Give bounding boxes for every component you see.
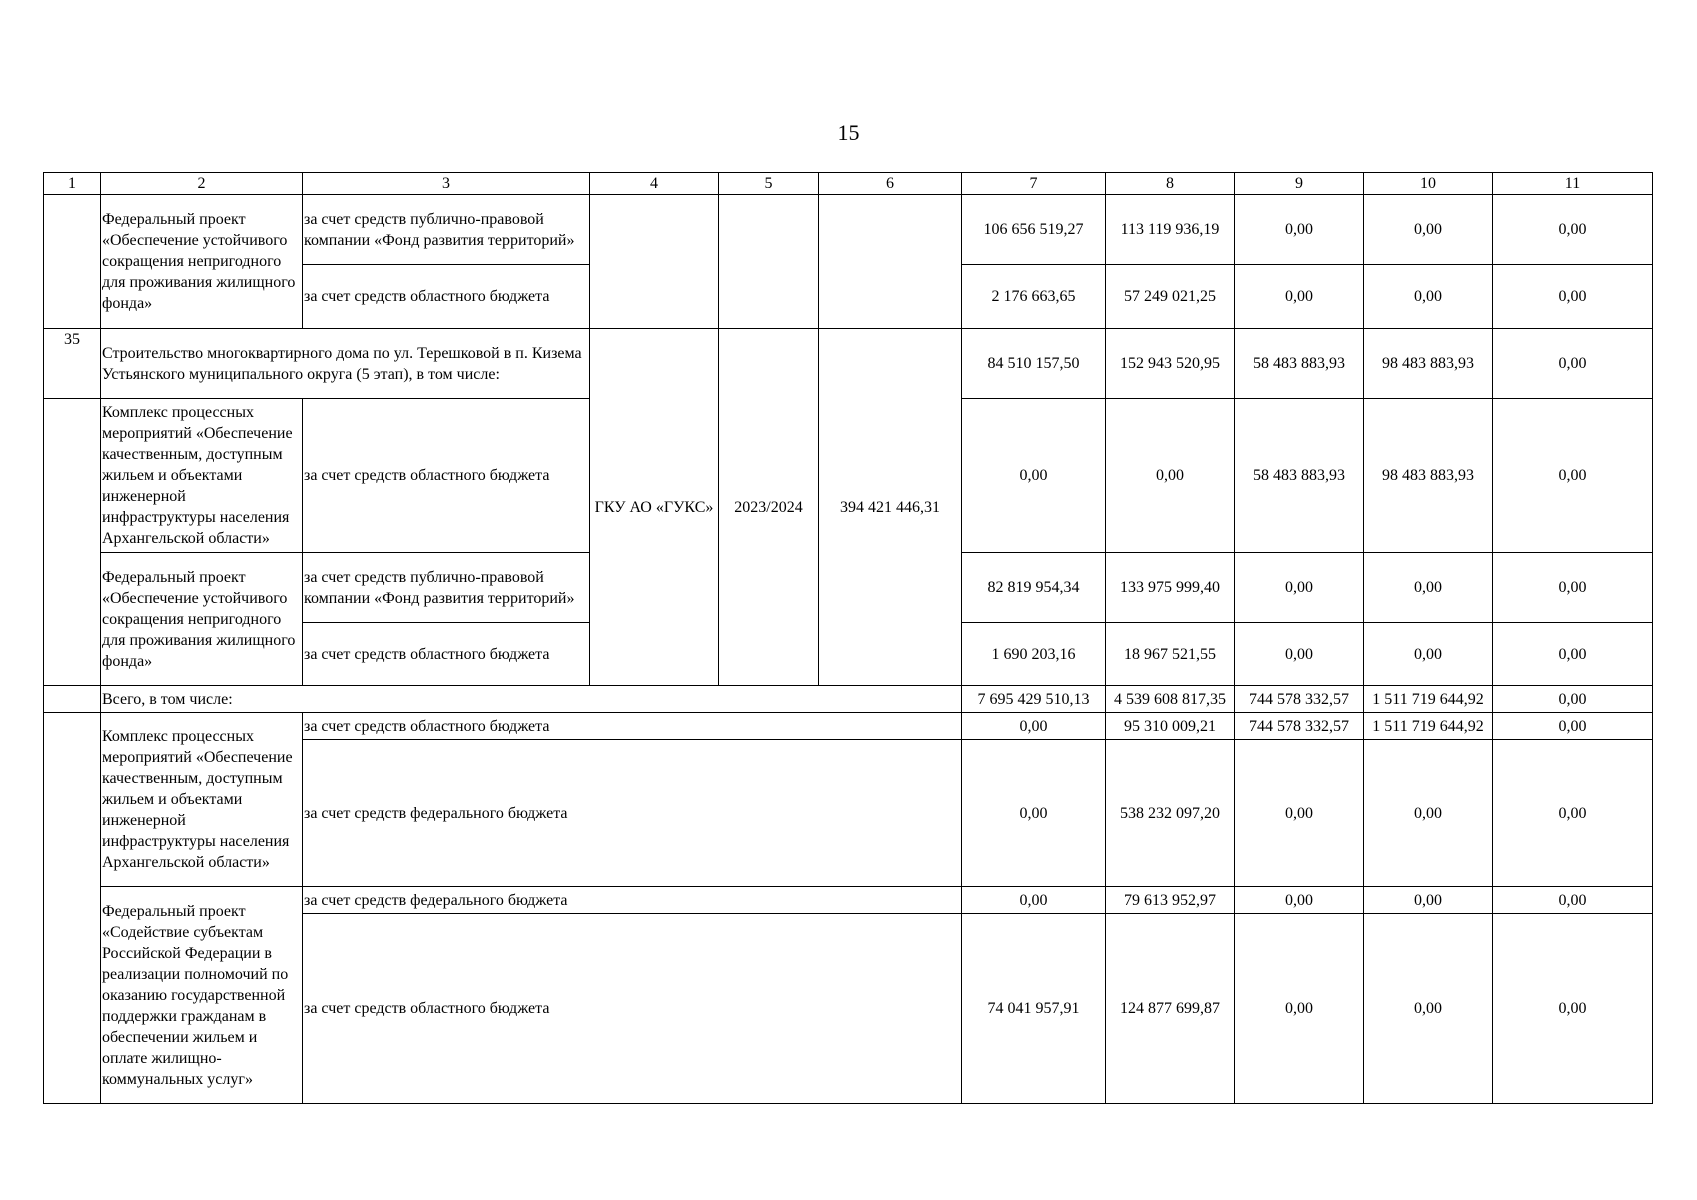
amount-cell: 0,00 (1493, 623, 1653, 686)
amount-cell: 74 041 957,91 (962, 914, 1106, 1104)
period: 2023/2024 (719, 329, 819, 686)
amount-cell: 152 943 520,95 (1106, 329, 1235, 399)
col-header: 11 (1493, 173, 1653, 195)
funding-source: за счет средств областного бюджета (303, 914, 962, 1104)
amount-cell: 0,00 (962, 887, 1106, 914)
amount-cell: 1 511 719 644,92 (1364, 686, 1493, 713)
col-header: 8 (1106, 173, 1235, 195)
amount-cell: 0,00 (1364, 195, 1493, 265)
amount-cell: 4 539 608 817,35 (1106, 686, 1235, 713)
amount-cell: 0,00 (1493, 195, 1653, 265)
amount-cell: 2 176 663,65 (962, 265, 1106, 329)
amount-cell: 0,00 (1235, 195, 1364, 265)
amount-cell: 58 483 883,93 (1235, 329, 1364, 399)
project-name: Федеральный проект «Обеспечение устойчивого сокращения непригодного для проживания жилищного фонда» (101, 195, 303, 329)
amount-cell: 133 975 999,40 (1106, 553, 1235, 623)
table-row (44, 195, 1653, 265)
amount-cell: 0,00 (1493, 713, 1653, 740)
col-header: 7 (962, 173, 1106, 195)
amount-cell: 0,00 (1493, 553, 1653, 623)
amount-cell: 744 578 332,57 (1235, 686, 1364, 713)
page-number: 15 (837, 120, 860, 145)
amount-cell: 0,00 (1235, 623, 1364, 686)
amount-cell: 0,00 (962, 399, 1106, 553)
project-name: Федеральный проект «Обеспечение устойчивого сокращения непригодного для проживания жилищного фонда» (101, 553, 303, 686)
amount-cell: 0,00 (1235, 553, 1364, 623)
amount-cell: 0,00 (1493, 740, 1653, 887)
amount-cell: 0,00 (1235, 740, 1364, 887)
col-header: 2 (101, 173, 303, 195)
amount-cell: 0,00 (1493, 887, 1653, 914)
table-row (44, 887, 1653, 914)
funding-source: за счет средств областного бюджета (303, 713, 962, 740)
amount-cell: 0,00 (1106, 399, 1235, 553)
amount-cell: 0,00 (1364, 887, 1493, 914)
amount-cell: 84 510 157,50 (962, 329, 1106, 399)
amount-cell: 106 656 519,27 (962, 195, 1106, 265)
amount-cell: 0,00 (1364, 553, 1493, 623)
funding-source: за счет средств областного бюджета (303, 623, 590, 686)
amount-cell: 0,00 (962, 713, 1106, 740)
amount-cell: 0,00 (1235, 914, 1364, 1104)
amount-cell: 82 819 954,34 (962, 553, 1106, 623)
amount-cell: 98 483 883,93 (1364, 399, 1493, 553)
funding-source: за счет средств публично-правовой компании «Фонд развития территорий» (303, 553, 590, 623)
funding-source: за счет средств областного бюджета (303, 399, 590, 553)
project-name: Федеральный проект «Содействие субъектам Российской Федерации в реализации полномочий по оказанию государственной поддержки гражданам в обеспечении жильем и оплате жилищно-коммунальных услуг» (101, 887, 303, 1104)
amount-cell: 18 967 521,55 (1106, 623, 1235, 686)
col-header: 4 (590, 173, 719, 195)
amount-cell: 79 613 952,97 (1106, 887, 1235, 914)
amount-cell: 1 511 719 644,92 (1364, 713, 1493, 740)
amount-cell: 58 483 883,93 (1235, 399, 1364, 553)
amount-cell: 0,00 (1235, 265, 1364, 329)
amount-cell: 0,00 (1493, 329, 1653, 399)
funding-source: за счет средств областного бюджета (303, 265, 590, 329)
amount-cell: 1 690 203,16 (962, 623, 1106, 686)
amount-cell: 744 578 332,57 (1235, 713, 1364, 740)
col-header: 3 (303, 173, 590, 195)
table-row (44, 713, 1653, 740)
amount-cell: 95 310 009,21 (1106, 713, 1235, 740)
amount-cell: 0,00 (1364, 740, 1493, 887)
amount-cell: 0,00 (1364, 265, 1493, 329)
budget-table (43, 172, 1653, 1104)
program-name: Комплекс процессных мероприятий «Обеспечение качественным, доступным жильем и объектами инженерной инфраструктуры населения Архангельской области» (101, 399, 303, 553)
object-title: Строительство многоквартирного дома по ул. Терешковой в п. Кизема Устьянского муниципального округа (5 этап), в том числе: (101, 329, 590, 399)
total-cost: 394 421 446,31 (819, 329, 962, 686)
col-header: 9 (1235, 173, 1364, 195)
row-number: 35 (44, 329, 101, 399)
col-header: 1 (44, 173, 101, 195)
program-name: Комплекс процессных мероприятий «Обеспечение качественным, доступным жильем и объектами инженерной инфраструктуры населения Архангельской области» (101, 713, 303, 887)
amount-cell: 0,00 (1235, 887, 1364, 914)
amount-cell: 124 877 699,87 (1106, 914, 1235, 1104)
amount-cell: 0,00 (1493, 914, 1653, 1104)
amount-cell: 57 249 021,25 (1106, 265, 1235, 329)
col-header: 10 (1364, 173, 1493, 195)
funding-source: за счет средств публично-правовой компании «Фонд развития территорий» (303, 195, 590, 265)
amount-cell: 7 695 429 510,13 (962, 686, 1106, 713)
amount-cell: 0,00 (1493, 265, 1653, 329)
funding-source: за счет средств федерального бюджета (303, 740, 962, 887)
totals-row (44, 686, 1653, 713)
amount-cell: 0,00 (962, 740, 1106, 887)
funding-source: за счет средств федерального бюджета (303, 887, 962, 914)
amount-cell: 0,00 (1364, 623, 1493, 686)
amount-cell: 0,00 (1364, 914, 1493, 1104)
amount-cell: 0,00 (1493, 399, 1653, 553)
column-number-row (44, 173, 1653, 195)
amount-cell: 113 119 936,19 (1106, 195, 1235, 265)
totals-label: Всего, в том числе: (101, 686, 962, 713)
amount-cell: 98 483 883,93 (1364, 329, 1493, 399)
amount-cell: 538 232 097,20 (1106, 740, 1235, 887)
col-header: 6 (819, 173, 962, 195)
customer: ГКУ АО «ГУКС» (590, 329, 719, 686)
table-row (44, 329, 1653, 399)
col-header: 5 (719, 173, 819, 195)
amount-cell: 0,00 (1493, 686, 1653, 713)
